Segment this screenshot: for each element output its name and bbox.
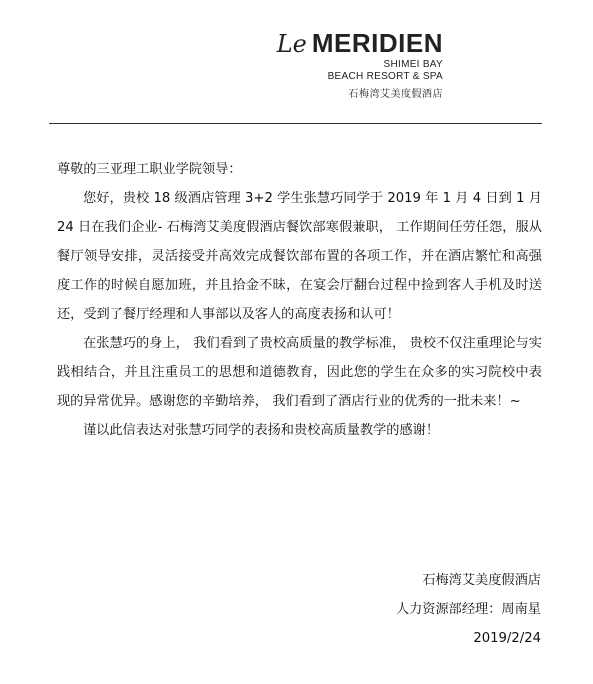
- letter-paragraph-2: 在张慧巧的身上， 我们看到了贵校高质量的教学标准， 贵校不仅注重理论与实践相结合，并且注重员工的思想和道德教育，因此您的学生在众多的实习院校中表现的异常优异。感谢您的辛勤培养， 我们看到了酒店行业的优秀的一批未来！~: [57, 336, 542, 409]
- letter-greeting: 尊敬的三亚理工职业学院领导：: [57, 162, 242, 177]
- signature-manager: 人力资源部经理：周南星: [395, 602, 541, 617]
- signature-block: [396, 566, 541, 653]
- hotel-logo: [277, 28, 443, 100]
- header-divider: [49, 123, 542, 124]
- logo-chinese-name: 石梅湾艾美度假酒店: [348, 89, 443, 100]
- letter-paragraph-1: 您好，贵校 18 级酒店管理 3+2 学生张慧巧同学于 2019 年 1 月 4 日到 1 月 24 日在我们企业- 石梅湾艾美度假酒店餐饮部寒假兼职， 工作期间任劳任怨，服从餐厅领导安排，灵活接受并高效完成餐饮部布置的各项工作，并在酒店繁忙和高强度工作的时候自愿加班，并且拾金不昧，在宴会厅翻台过程中捡到客人手机及时送还，受到了餐厅经理和人事部以及客人的高度表扬和认可！: [57, 191, 542, 322]
- logo-prefix: Le: [276, 30, 307, 58]
- signature-date: 2019/2/24: [473, 631, 541, 646]
- logo-subtitle-line2: BEACH RESORT & SPA: [327, 71, 443, 82]
- letter-body: [57, 155, 542, 445]
- logo-subtitle-line1: SHIMEI BAY: [383, 59, 443, 70]
- logo-wordmark: [277, 28, 443, 59]
- logo-name: MERIDIEN: [311, 28, 443, 58]
- letter-paragraph-3: 谨以此信表达对张慧巧同学的表扬和贵校高质量教学的感谢！: [83, 423, 440, 438]
- signature-company: 石梅湾艾美度假酒店: [422, 573, 541, 588]
